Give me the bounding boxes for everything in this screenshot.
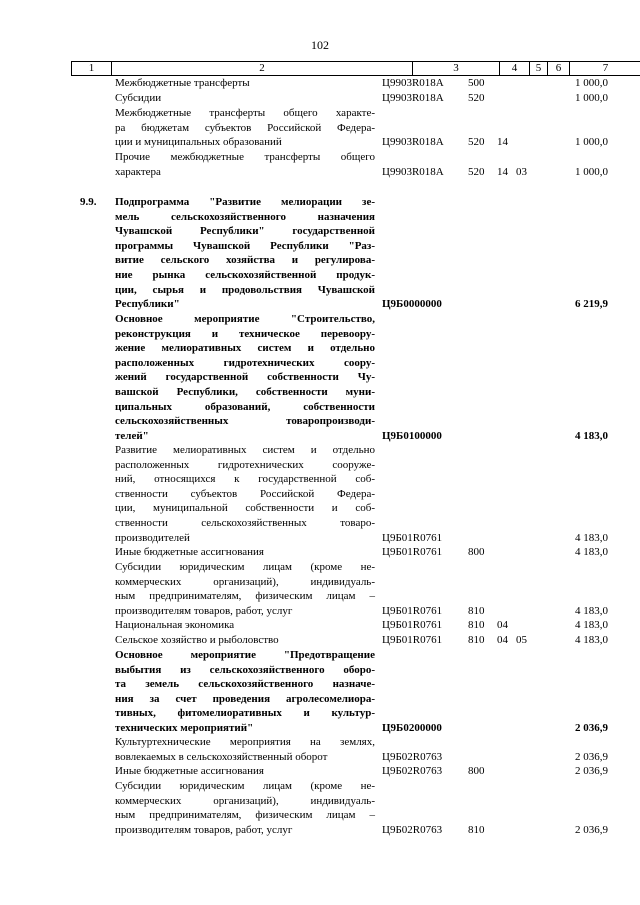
description-line: Иные бюджетные ассигнования [115, 765, 264, 777]
description-line: Основное мероприятие "Предотвращение [115, 649, 375, 661]
row-description [115, 618, 375, 633]
row-description [115, 633, 375, 648]
description-line: ния за счет проведения агролесомелиора- [115, 692, 375, 705]
row-section: 04 [497, 634, 508, 646]
description-line: программы Чувашской Республики "Раз- [115, 239, 375, 252]
description-line: ний, относящихся к государственной соб- [115, 473, 375, 486]
table-row [0, 312, 640, 443]
description-line: расположенных гидротехнических соору- [115, 356, 375, 369]
row-code: Ц9Б02R0763 [382, 750, 443, 763]
row-code: Ц9903R018A [382, 136, 444, 149]
row-description [115, 560, 375, 618]
table-row [0, 106, 640, 150]
row-type: 810 [468, 634, 485, 646]
description-line: производителям товаров, работ, услуг [115, 823, 293, 836]
header-col-2: 2 [112, 62, 413, 75]
header-col-1: 1 [72, 62, 112, 75]
table-row [0, 633, 640, 648]
row-type: 500 [468, 77, 485, 89]
description-line: коммерческих организаций), индивидуаль- [115, 575, 375, 588]
description-line: ципальных образований, собственности [115, 400, 375, 413]
row-subsection: 03 [516, 165, 527, 178]
table-header [71, 61, 640, 76]
table-row [0, 195, 640, 312]
description-line: та земель сельскохозяйственного назначе- [115, 678, 375, 691]
row-description [115, 106, 375, 150]
row-subsection: 05 [516, 634, 527, 646]
row-type: 520 [468, 92, 485, 104]
row-amount: 2 036,9 [575, 765, 608, 777]
row-code: Ц9903R018A [382, 92, 444, 104]
description-line: коммерческих организаций), индивидуаль- [115, 794, 375, 807]
table-row [0, 764, 640, 779]
row-amount: 4 183,0 [575, 619, 608, 631]
row-amount: 6 219,9 [575, 298, 608, 311]
description-line: Сельское хозяйство и рыболовство [115, 634, 279, 646]
description-line: вовлекаемых в сельскохозяйственный оборот [115, 750, 328, 763]
row-code: Ц9Б0100000 [382, 429, 442, 442]
description-line: реконструкция и техническое перевоору- [115, 327, 375, 340]
row-amount: 1 000,0 [575, 92, 608, 104]
description-line: Иные бюджетные ассигнования [115, 546, 264, 558]
row-amount: 4 183,0 [575, 531, 608, 544]
description-line: жение мелиоративных систем и отдельно [115, 342, 375, 355]
row-amount: 4 183,0 [575, 546, 608, 558]
row-amount: 2 036,9 [575, 722, 608, 734]
description-line: производителей [115, 531, 190, 544]
row-amount: 2 036,9 [575, 823, 608, 836]
description-line: ции, сырья и продовольствия Чувашской [115, 283, 375, 296]
description-line: ние рынка сельскохозяйственной продук- [115, 268, 375, 281]
row-section: 14 [497, 136, 508, 149]
row-description [115, 443, 375, 545]
description-line: Субсидии [115, 92, 162, 104]
description-line: ственности субъектов Российской Федера- [115, 487, 375, 500]
row-amount: 1 000,0 [575, 165, 608, 178]
table-row [0, 150, 640, 179]
description-line: Развитие мелиоративных систем и отдельно [115, 444, 375, 456]
row-amount: 1 000,0 [575, 136, 608, 149]
row-amount: 4 183,0 [575, 604, 608, 617]
description-line: технических мероприятий" [115, 721, 254, 734]
table-row [0, 648, 640, 736]
row-description [115, 545, 375, 560]
description-line: производителям товаров, работ, услуг [115, 604, 293, 617]
row-description [115, 764, 375, 779]
row-type: 800 [468, 546, 485, 558]
description-line: Подпрограмма "Развитие мелиорации зе- [115, 196, 375, 208]
description-line: Основное мероприятие "Строительство, [115, 313, 375, 325]
header-col-3: 3 [413, 62, 500, 75]
table-row [0, 560, 640, 618]
header-col-6: 6 [548, 62, 570, 75]
row-section: 04 [497, 619, 508, 631]
table-row [0, 735, 640, 764]
table-row [0, 76, 640, 91]
row-type: 800 [468, 765, 485, 777]
description-line: ным предпринимателям, физическим лицам – [115, 590, 375, 603]
row-description [115, 76, 375, 91]
row-code: Ц9Б02R0763 [382, 765, 443, 777]
description-line: ции, муниципальной собственности и соб- [115, 502, 375, 515]
row-amount: 4 183,0 [575, 429, 608, 442]
row-code: Ц9Б01R0761 [382, 531, 443, 544]
row-description [115, 312, 375, 443]
row-code: Ц9Б0200000 [382, 722, 442, 734]
row-code: Ц9903R018A [382, 77, 444, 89]
row-description [115, 150, 375, 179]
description-line: расположенных гидротехнических сооруже- [115, 458, 375, 471]
description-line: Прочие межбюджетные трансферты общего [115, 151, 375, 163]
row-section: 14 [497, 165, 508, 178]
row-number: 9.9. [80, 196, 97, 208]
description-line: Субсидии юридическим лицам (кроме не- [115, 780, 375, 792]
table-row [0, 443, 640, 545]
row-code: Ц9Б01R0761 [382, 619, 443, 631]
table-row [0, 91, 640, 106]
table-row [0, 779, 640, 837]
row-type: 810 [468, 619, 485, 631]
description-line: телей" [115, 429, 149, 442]
description-line: Межбюджетные трансферты [115, 77, 250, 89]
row-description [115, 195, 375, 312]
row-description [115, 648, 375, 736]
row-code: Ц9Б01R0761 [382, 604, 443, 617]
description-line: витие сельского хозяйства и регулирова- [115, 254, 375, 267]
description-line: выбытия из сельскохозяйственного оборо- [115, 663, 375, 676]
description-line: тивных, фитомелиоративных и культур- [115, 707, 375, 720]
description-line: вашской Республики, собственности муни- [115, 385, 375, 398]
description-line: сельскохозяйственных товаропроизводи- [115, 415, 375, 428]
description-line: ции и муниципальных образований [115, 136, 282, 149]
header-col-5: 5 [530, 62, 548, 75]
description-line: ным предпринимателям, физическим лицам – [115, 809, 375, 822]
header-col-4: 4 [500, 62, 530, 75]
table-row [0, 618, 640, 633]
row-code: Ц9903R018A [382, 165, 444, 178]
header-col-7: 7 [602, 62, 609, 74]
description-line: Культуртехнические мероприятия на землях, [115, 736, 375, 748]
row-amount: 4 183,0 [575, 634, 608, 646]
row-code: Ц9Б01R0761 [382, 546, 443, 558]
description-line: Национальная экономика [115, 619, 235, 631]
row-amount: 1 000,0 [575, 77, 608, 89]
row-code: Ц9Б0000000 [382, 298, 442, 311]
row-code: Ц9Б01R0761 [382, 634, 443, 646]
row-type: 520 [468, 165, 485, 178]
description-line: характера [115, 165, 161, 178]
description-line: Чувашской Республики" государственной [115, 225, 375, 238]
row-type: 810 [468, 823, 485, 836]
row-description [115, 779, 375, 837]
row-description [115, 91, 375, 106]
row-type: 810 [468, 604, 485, 617]
description-line: жений государственной собственности Чу- [115, 371, 375, 384]
table-row [0, 545, 640, 560]
row-amount: 2 036,9 [575, 750, 608, 763]
row-type: 520 [468, 136, 485, 149]
description-line: Республики" [115, 298, 180, 311]
page-number: 102 [311, 38, 329, 52]
row-description [115, 735, 375, 764]
description-line: Межбюджетные трансферты общего характе- [115, 107, 375, 119]
description-line: ственности сельскохозяйственных товаро- [115, 516, 375, 529]
description-line: мель сельскохозяйственного назначения [115, 210, 375, 223]
description-line: Субсидии юридическим лицам (кроме не- [115, 561, 375, 573]
row-code: Ц9Б02R0763 [382, 823, 443, 836]
description-line: ра бюджетам субъектов Российской Федера- [115, 121, 375, 134]
